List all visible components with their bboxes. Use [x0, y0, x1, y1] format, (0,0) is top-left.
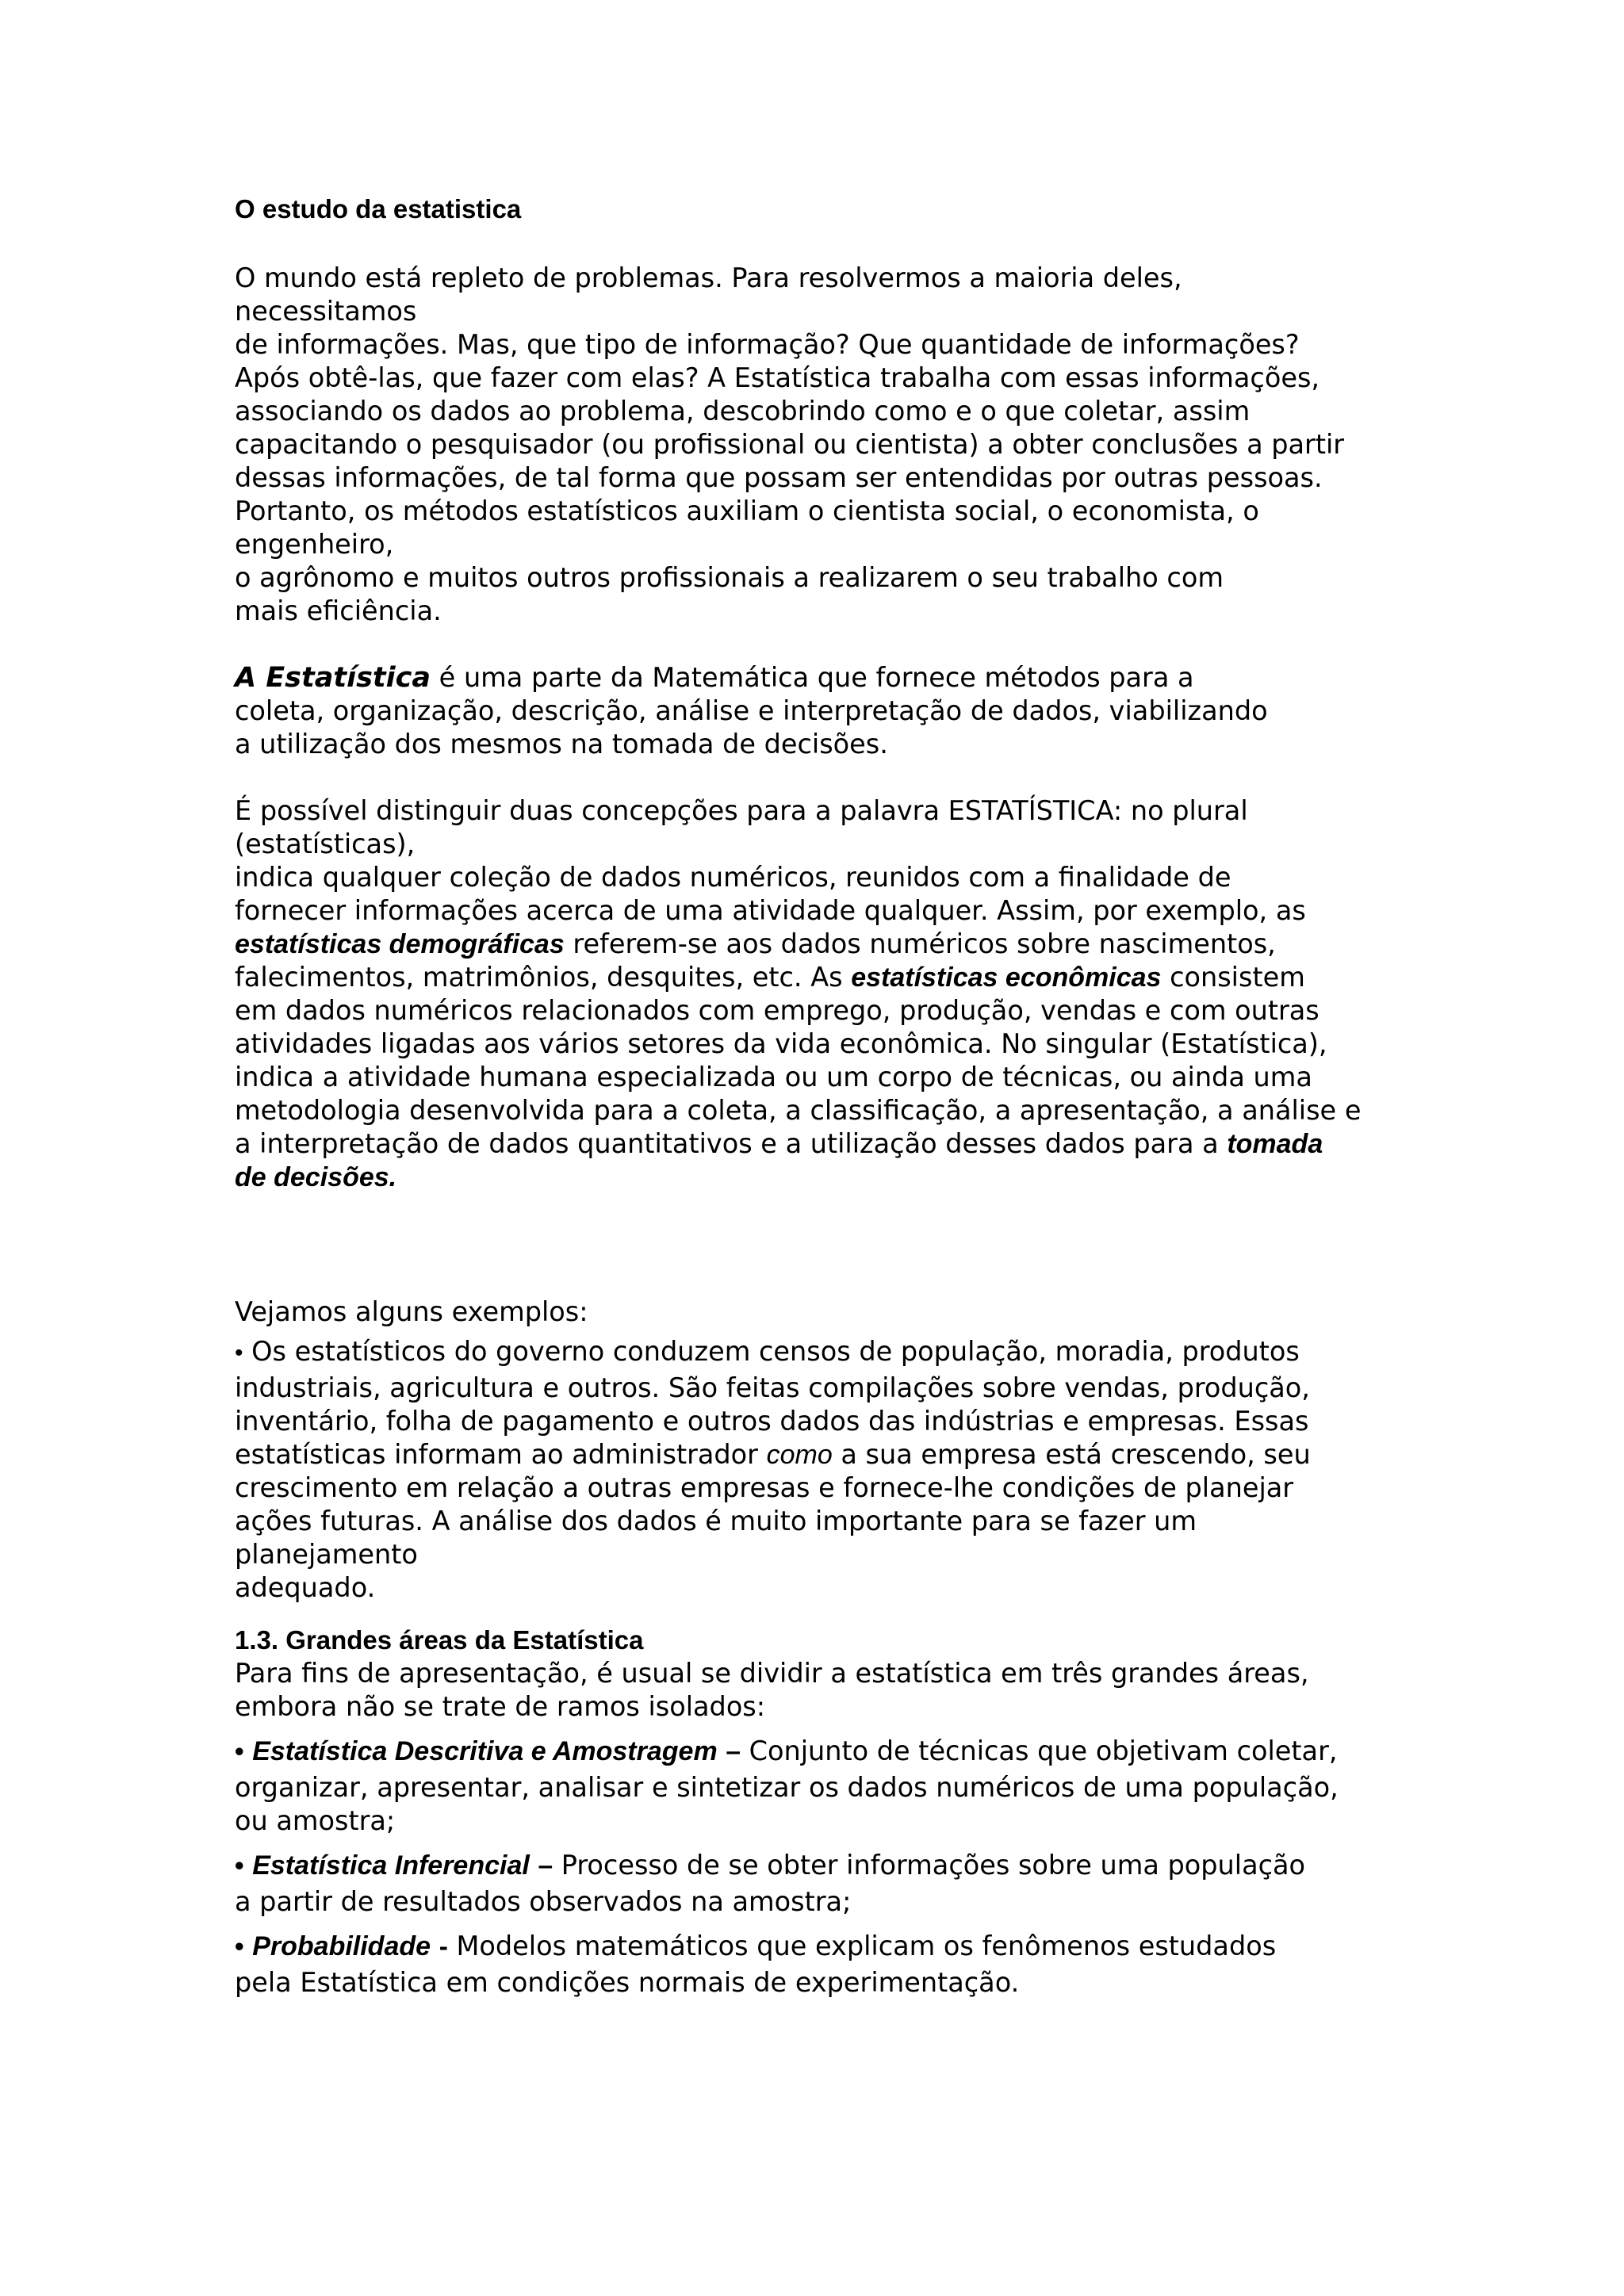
text-line: de informações. Mas, que tipo de informação? Que quantidade de informações? [235, 329, 1300, 360]
bullet-icon: • [235, 1850, 244, 1880]
separator: – [538, 1851, 553, 1881]
text-line: indica a atividade humana especializada ou um corpo de técnicas, ou ainda uma [235, 1062, 1312, 1093]
text-span: Processo de se obter informações sobre uma população [553, 1850, 1306, 1881]
text-line: coleta, organização, descrição, análise e interpretação de dados, viabilizando [235, 695, 1268, 726]
text-line: É possível distinguir duas concepções para a palavra ESTATÍSTICA: no plural [235, 795, 1248, 826]
text-line: fornecer informações acerca de uma atividade qualquer. Assim, por exemplo, as [235, 895, 1306, 926]
text-line: ações futuras. A análise dos dados é muito importante para se fazer um [235, 1506, 1197, 1536]
areas-section [235, 1624, 1440, 1999]
bullet-icon: • [235, 1931, 244, 1961]
bullet-icon: • [235, 1736, 244, 1766]
concepts-paragraph [235, 794, 1440, 1194]
text-span: referem-se aos dados numéricos sobre nascimentos, [564, 928, 1276, 959]
text-span: Os estatísticos do governo conduzem censos de população, moradia, produtos [243, 1336, 1300, 1367]
text-line: o agrônomo e muitos outros profissionais a realizarem o seu trabalho com [235, 562, 1224, 593]
text-line [235, 1161, 1440, 1194]
text-line: necessitamos [235, 296, 417, 327]
emphasis-term: estatísticas econômicas [851, 962, 1162, 993]
list-item [235, 1927, 1440, 1966]
text-line [235, 1127, 1440, 1161]
text-line: Após obtê-las, que fazer com elas? A Estatística trabalha com essas informações, [235, 362, 1320, 393]
text-line: Para fins de apresentação, é usual se dividir a estatística em três grandes áreas, [235, 1658, 1309, 1689]
section-heading: 1.3. Grandes áreas da Estatística [235, 1625, 644, 1655]
text-line: dessas informações, de tal forma que possam ser entendidas por outras pessoas. [235, 462, 1323, 493]
text-span: a sua empresa está crescendo, seu [832, 1439, 1311, 1470]
text-line: capacitando o pesquisador (ou profissional ou cientista) a obter conclusões a partir [235, 429, 1345, 460]
text-line: adequado. [235, 1572, 376, 1603]
text-line: mais eficiência. [235, 595, 442, 626]
document-body [235, 190, 1440, 1999]
area-term: Estatística Descritiva e Amostragem [252, 1736, 718, 1766]
emphasis-term: tomada [1227, 1129, 1323, 1159]
text-line: associando os dados ao problema, descobrindo como e o que coletar, assim [235, 396, 1251, 427]
text-span: é uma parte da Matemática que fornece métodos para a [431, 662, 1194, 693]
separator: - [439, 1932, 448, 1961]
text-span: estatísticas informam ao administrador [235, 1439, 767, 1470]
text-span: a interpretação de dados quantitativos e a utilização desses dados para a [235, 1128, 1228, 1159]
text-line: crescimento em relação a outras empresas e fornece-lhe condições de planejar [235, 1472, 1294, 1503]
text-line: indica qualquer coleção de dados numéricos, reunidos com a finalidade de [235, 862, 1231, 893]
examples-intro: Vejamos alguns exemplos: [235, 1296, 588, 1327]
text-line: metodologia desenvolvida para a coleta, a classificação, a apresentação, a análise e [235, 1095, 1362, 1126]
emphasis-term: estatísticas demográficas [235, 929, 565, 959]
text-span: consistem [1161, 962, 1305, 993]
item-spacer [235, 1919, 1440, 1927]
text-line: a utilização dos mesmos na tomada de decisões. [235, 729, 888, 760]
text-line: pela Estatística em condições normais de experimentação. [235, 1967, 1020, 1998]
list-item [235, 1732, 1440, 1771]
text-span: Conjunto de técnicas que objetivam coletar, [740, 1735, 1338, 1766]
defined-term: A Estatística [235, 662, 431, 694]
emphasis-term: de decisões. [235, 1162, 397, 1192]
text-line: Portanto, os métodos estatísticos auxiliam o cientista social, o economista, o [235, 496, 1259, 526]
paragraph-spacer [235, 761, 1440, 794]
paragraph-spacer [235, 628, 1440, 661]
text-line: inventário, folha de pagamento e outros dados das indústrias e empresas. Essas [235, 1406, 1309, 1437]
text-line [235, 1438, 1440, 1471]
definition-paragraph [235, 661, 1440, 761]
text-line: a partir de resultados observados na amostra; [235, 1886, 852, 1917]
text-line: O mundo está repleto de problemas. Para resolvermos a maioria deles, [235, 262, 1182, 293]
text-line: em dados numéricos relacionados com emprego, produção, vendas e com outras [235, 995, 1320, 1026]
text-line: ou amostra; [235, 1805, 396, 1836]
text-line: industriais, agricultura e outros. São feitas compilações sobre vendas, produção, [235, 1372, 1310, 1403]
intro-paragraph [235, 262, 1440, 628]
text-span: Modelos matemáticos que explicam os fenômenos estudados [447, 1931, 1277, 1961]
area-term: Estatística Inferencial [252, 1850, 530, 1881]
text-span: falecimentos, matrimônios, desquites, etc. As [235, 962, 852, 993]
section-spacer [235, 1605, 1440, 1624]
text-line: atividades ligadas aos vários setores da vida econômica. No singular (Estatística), [235, 1028, 1327, 1059]
italic-word: como [766, 1440, 833, 1470]
text-line: engenheiro, [235, 529, 394, 560]
section-spacer [235, 1194, 1440, 1292]
text-line [235, 961, 1440, 994]
text-line: embora não se trate de ramos isolados: [235, 1691, 766, 1722]
list-item [235, 1846, 1440, 1885]
item-spacer [235, 1724, 1440, 1732]
text-line: planejamento [235, 1539, 418, 1570]
bullet-icon: • [235, 1340, 243, 1366]
text-line [235, 661, 1440, 695]
area-term: Probabilidade [252, 1931, 431, 1961]
text-line: organizar, apresentar, analisar e sintetizar os dados numéricos de uma população, [235, 1772, 1339, 1803]
text-line [235, 928, 1440, 961]
separator: – [726, 1737, 741, 1766]
bullet-line [235, 1332, 1440, 1372]
document-title: O estudo da estatistica [235, 194, 522, 224]
examples-block [235, 1292, 1440, 1605]
text-line: (estatísticas), [235, 828, 416, 859]
item-spacer [235, 1838, 1440, 1846]
